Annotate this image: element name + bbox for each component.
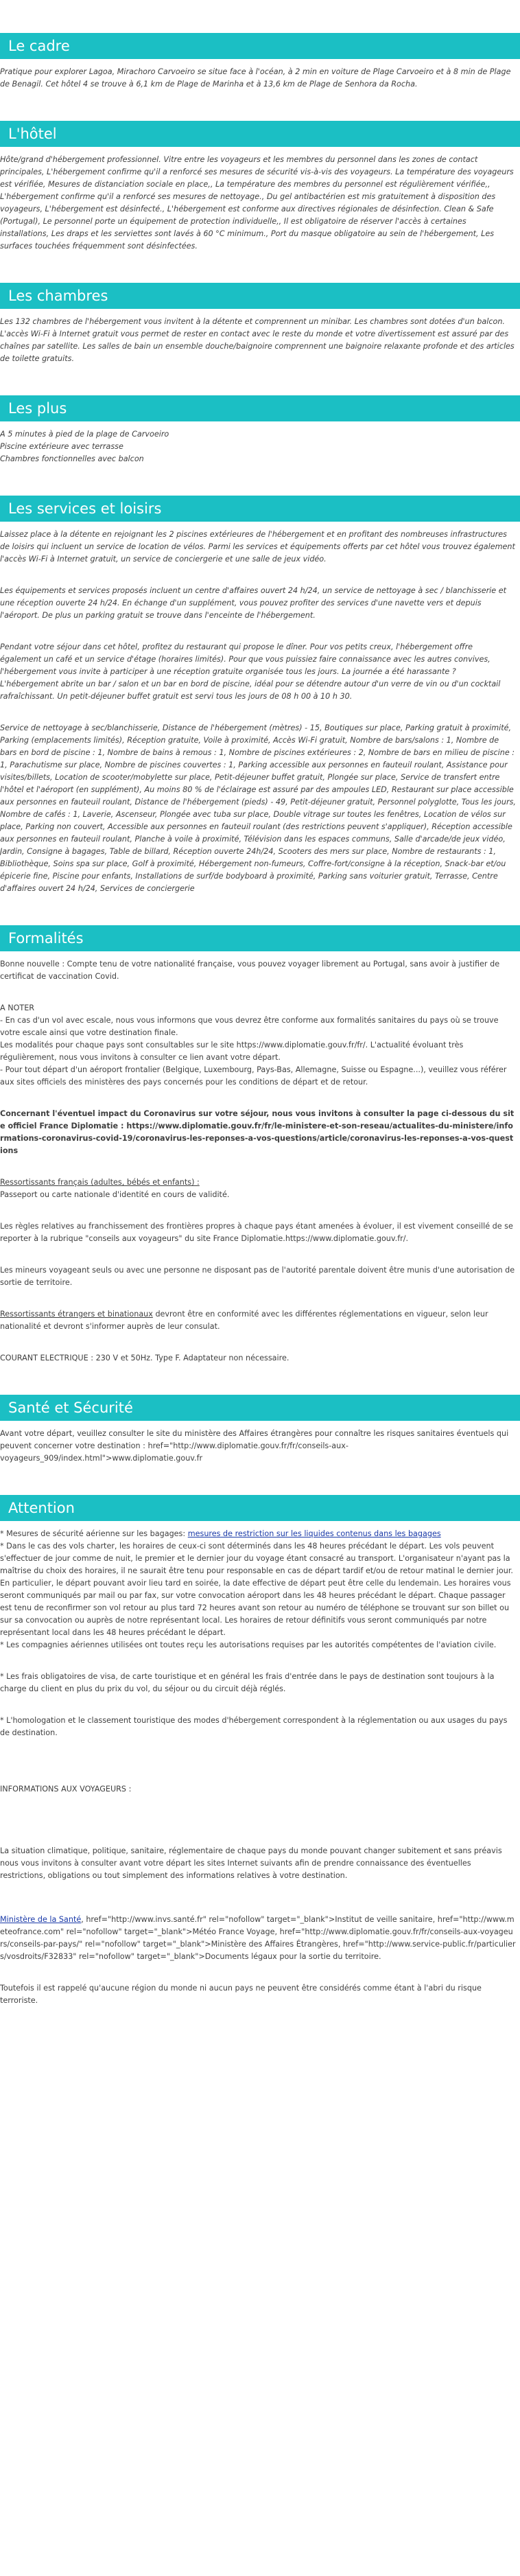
section-title: Le cadre — [0, 33, 520, 59]
attention-homologation: * L'homologation et le classement touristique des modes d'hébergement correspondent à la réglementation ou aux usages du pays de destination. — [0, 1716, 508, 1737]
plus-item: Chambres fonctionnelles avec balcon — [0, 454, 144, 463]
section-formalites — [0, 925, 520, 1365]
services-paragraph: Pendant votre séjour dans cet hôtel, profitez du restaurant qui propose le dîner. Pour vos petits creux, l'hébergement offre également un café et un service d'étage (horaires limités). Pour que vous puissiez faire connaissance avec les autres convives, l'hébergement vous invite à participer à une réception gratuite organisée tous les jours. La journée a été harassante ? L'hébergement abrite un bar / salon et un bar en bord de piscine, idéal pour se détendre autour d'un verre de vin ou d'un cocktail rafraîchissant. Un petit-déjeuner buffet gratuit est servi tous les jours de 08 h 00 à 10 h 30. — [0, 642, 501, 701]
services-paragraph: Les équipements et services proposés incluent un centre d'affaires ouvert 24 h/24, un service de nettoyage à sec / blanchisserie et une réception ouverte 24 h/24. En échange d'un supplément, vous pouvez profiter des services d'une navette vers et depuis l'aéroport. De plus un parking gratuit se trouve dans l'enceinte de l'hébergement. — [0, 586, 506, 620]
attention-charter: * Dans le cas des vols charter, les horaires de ceux-ci sont déterminés dans les 48 heures précédant le départ. Les vols peuvent s'effectuer de jour comme de nuit, le premier et le dernier jour du voyage étant consacré au transport. L'organisateur n'ayant pas la maîtrise du choix des horaires, il ne saurait être tenu pour responsable en cas de départ tardif et/ou de retour matinal le dernier jour. En particulier, le départ pouvant avoir lieu tard en soirée, la date effective de départ peut être celle du lendemain. Les horaires vous seront communiqués par mail ou par fax, sur votre convocation aéroport dans les 48 heures précédant le départ. Chaque passager est tenu de reconfirmer son vol retour au plus tard 72 heures avant son retour au numéro de téléphone se trouvant sur son billet ou sur sa convocation ou auprès de notre représentant local. Les horaires de retour définitifs vous seront communiqués par notre représentant local dans les 48 heures précédant le départ. * Les compagnies aériennes utilisées ont toutes reçu les autorisations requises par les autorités compétentes de l'aviation civile. — [0, 1542, 513, 1649]
attention-terrorisme: Toutefois il est rappelé qu'aucune région du monde ni aucun pays ne peuvent être considérés comme étant à l'abri du risque terroriste. — [0, 1984, 482, 2005]
ministere-sante-link[interactable]: Ministère de la Santé — [0, 1915, 82, 1924]
etrangers-body: devront être en conformité avec les différentes réglementations en vigueur, selon leur nationalité et devront s'informer auprès de leur consulat. — [0, 1310, 488, 1331]
section-title: L'hôtel — [0, 121, 520, 147]
liquids-restriction-link[interactable]: mesures de restriction sur les liquides contenus dans les bagages — [187, 1529, 441, 1538]
section-plus — [0, 395, 520, 465]
section-title: Attention — [0, 1495, 520, 1521]
formalites-intro: Bonne nouvelle : Compte tenu de votre nationalité française, vous pouvez voyager librement au Portugal, sans avoir à justifier de certificat de vaccination Covid. — [0, 960, 500, 981]
section-cadre — [0, 33, 520, 91]
section-services — [0, 496, 520, 895]
anoter-text: - En cas d'un vol avec escale, nous vous informons que vous devrez être conforme aux formalités sanitaires du pays où se trouve votre escale ainsi que votre destination finale. Les modalités pour chaque pays sont consultables sur le site https://www.diplomatie.gouv.fr/fr/. L'actualité évoluant très régulièrement, nous vous invitons à consulter ce lien avant votre départ. - Pour tout départ d'un aéroport frontalier (Belgique, Luxembourg, Pays-Bas, Allemagne, Suisse ou Espagne...), veuillez vous référer aux sites officiels des ministères des pays concernés pour les conditions de départ et de retour. — [0, 1016, 507, 1087]
section-chambres — [0, 283, 520, 365]
section-sante — [0, 1395, 520, 1465]
services-paragraph: Laissez place à la détente en rejoignant les 2 piscines extérieures de l'hébergement et en profitant des nombreuses infrastructures de loisirs qui incluent un service de location de vélos. Parmi les services et équipements offerts par cet hôtel vous trouvez également l'accès Wi-Fi à Internet gratuit, un service de conciergerie et une salle de jeux vidéo. — [0, 530, 515, 564]
mineurs-text: Les mineurs voyageant seuls ou avec une personne ne disposant pas de l'autorité parentale doivent être munis d'une autorisation de sortie de territoire. — [0, 1266, 515, 1287]
info-voyageurs-label: INFORMATIONS AUX VOYAGEURS : — [0, 1785, 132, 1794]
coronavirus-notice: Concernant l'éventuel impact du Coronavirus sur votre séjour, nous vous invitons à consulter la page ci-dessous du site officiel France Diplomatie : https://www.diplomatie.gouv.fr/fr/le-ministere-et-son-reseau/actualites-du-ministere/informations-coronavirus-covid-19/coronavirus-les-reponses-a-vos-questions/article/coronavirus-les-reponses-a-vos-questions — [0, 1109, 515, 1155]
section-title: Formalités — [0, 925, 520, 951]
section-attention — [0, 1495, 520, 2007]
attention-links-text: , href="http://www.invs.santé.fr" rel="nofollow" target="_blank">Institut de veille sanitaire, href="http://www.meteofrance.com" rel="nofollow" target="_blank">Météo France Voyage, href="http://www.diplomatie.gouv.fr/fr/conseils-aux-voyageurs/conseils-par-pays/" rel="nofollow" target="_blank">Ministère des Affaires Étrangères, href="http://www.service-public.fr/particuliers/vosdroits/F32833" rel="nofollow" target="_blank">Documents légaux pour la sortie du territoire. — [0, 1915, 516, 1961]
etrangers-label: Ressortissants étrangers et binationaux — [0, 1310, 153, 1319]
services-list: Service de nettoyage à sec/blanchisserie, Distance de l'hébergement (mètres) - 15, Boutiques sur place, Parking gratuit à proximité, Parking (emplacements limités), Réception gratuite, Voile à proximité, Accès Wi-Fi gratuit, Nombre de bars/salons : 1, Nombre de bars en bord de piscine : 1, Nombre de bains à remous : 1, Nombre de piscines extérieures : 2, Nombre de bars en milieu de piscine : 1, Parachutisme sur place, Nombre de piscines couvertes : 1, Parking accessible aux personnes en fauteuil roulant, Assistance pour visites/billets, Location de scooter/mobylette sur place, Petit-déjeuner buffet gratuit, Plongée sur place, Service de transfert entre l'hôtel et l'aéroport (en supplément), Au moins 80 % de l'éclairage est assuré par des ampoules LED, Restaurant sur place accessible aux personnes en fauteuil roulant, Distance de l'hébergement (pieds) - 49, Petit-déjeuner gratuit, Personnel polyglotte, Tous les jours, Nombre de cafés : 1, Laverie, Ascenseur, Plongée avec tuba sur place, Double vitrage sur toutes les fenêtres, Location de vélos sur place, Parking non couvert, Accessible aux personnes en fauteuil roulant (des restrictions peuvent s'appliquer), Réception accessible aux personnes en fauteuil roulant, Planche à voile à proximité, Télévision dans les espaces communs, Salle d'arcade/de jeux vidéo, Jardin, Consigne à bagages, Table de billard, Réception ouverte 24h/24, Scooters des mers sur place, Nombre de restaurants : 1, Bibliothèque, Soins spa sur place, Golf à proximité, Hébergement non-fumeurs, Coffre-fort/consigne à la réception, Snack-bar et/ou épicerie fine, Piscine pour enfants, Installations de surf/de bodyboard à proximité, Parking sans voiturier gratuit, Terrasse, Centre d'affaires ouvert 24 h/24, Services de conciergerie — [0, 723, 516, 893]
regles-text: Les règles relatives au franchissement des frontières propres à chaque pays étant amenées à évoluer, il est vivement conseillé de se reporter à la rubrique "conseils aux voyageurs" du site France Diplomatie.https://www.diplomatie.gouv.fr/. — [0, 1222, 513, 1243]
resortissants-label: Ressortissants français (adultes, bébés et enfants) : — [0, 1178, 200, 1187]
section-hotel — [0, 121, 520, 253]
plus-item: Piscine extérieure avec terrasse — [0, 442, 123, 451]
attention-situation: La situation climatique, politique, sanitaire, réglementaire de chaque pays du monde pouvant changer subitement et sans préavis nous vous invitons à consulter avant votre départ les sites Internet suivants afin de prendre connaissance des éventuelles restrictions, obligations ou tout simplement des informations relatives à votre destination. — [0, 1846, 502, 1880]
attention-visa: * Les frais obligatoires de visa, de carte touristique et en général les frais d'entrée dans le pays de destination sont toujours à la charge du client en plus du prix du vol, du séjour ou du circuit déjà réglés. — [0, 1672, 495, 1693]
chambres-text: Les 132 chambres de l'hébergement vous invitent à la détente et comprennent un minibar. Les chambres sont dotées d'un balcon. L'accès Wi-Fi à Internet gratuit vous permet de rester en contact avec le reste du monde et votre divertissement est assuré par des chaînes par satellite. Les salles de bain un ensemble douche/baignoire comprennent une baignoire relaxante profonde et des articles de toilette gratuits. — [0, 317, 515, 363]
section-title: Santé et Sécurité — [0, 1395, 520, 1421]
cadre-text: Pratique pour explorer Lagoa, Mirachoro Carvoeiro se situe face à l'océan, à 2 min en voiture de Plage Carvoeiro et à 8 min de Plage de Benagil. Cet hôtel 4 se trouve à 6,1 km de Plage de Marinha et à 13,6 km de Plage de Senhora da Rocha. — [0, 67, 511, 89]
attention-intro-text: * Mesures de sécurité aérienne sur les bagages: — [0, 1529, 188, 1538]
anoter-label: A NOTER — [0, 1003, 35, 1012]
section-title: Les services et loisirs — [0, 496, 520, 522]
sante-text: Avant votre départ, veuillez consulter le site du ministère des Affaires étrangères pour connaître les risques sanitaires éventuels qui peuvent concerner votre destination : href="http://www.diplomatie.gouv.fr/fr/conseils-aux-voyageurs_909/index.html">www.diplomatie.gouv.fr — [0, 1429, 509, 1463]
plus-item: A 5 minutes à pied de la plage de Carvoeiro — [0, 430, 169, 439]
attention-links — [0, 1914, 516, 1963]
product-info-page — [0, 33, 520, 2007]
section-title: Les chambres — [0, 283, 520, 309]
section-title: Les plus — [0, 395, 520, 421]
courant-text: COURANT ELECTRIQUE : 230 V et 50Hz. Type F. Adaptateur non nécessaire. — [0, 1354, 289, 1362]
resortissants-text: Passeport ou carte nationale d'identité en cours de validité. — [0, 1190, 230, 1199]
attention-intro — [0, 1528, 516, 1540]
hotel-text: Hôte/grand d'hébergement professionnel. Vitre entre les voyageurs et les membres du personnel dans les zones de contact principales, L'hébergement confirme qu'il a renforcé ses mesures de sécurité vis-à-vis des voyageurs. La température des voyageurs est vérifiée, Mesures de distanciation sociale en place,, La température des membres du personnel est régulièrement vérifiée,, L'hébergement confirme qu'il a renforcé ses mesures de nettoyage., Du gel antibactérien est mis gratuitement à disposition des voyageurs, L'hébergement est désinfecté., L'hébergement est conforme aux directives régionales de désinfection. Clean & Safe (Portugal), Le personnel porte un équipement de protection individuelle,, Il est obligatoire de réserver l'accès à certaines installations, Les draps et les serviettes sont lavés à 60 °C minimum., Port du masque obligatoire au sein de l'hébergement, Les surfaces touchées fréquemment sont désinfectées. — [0, 155, 514, 251]
etrangers-text — [0, 1308, 516, 1333]
